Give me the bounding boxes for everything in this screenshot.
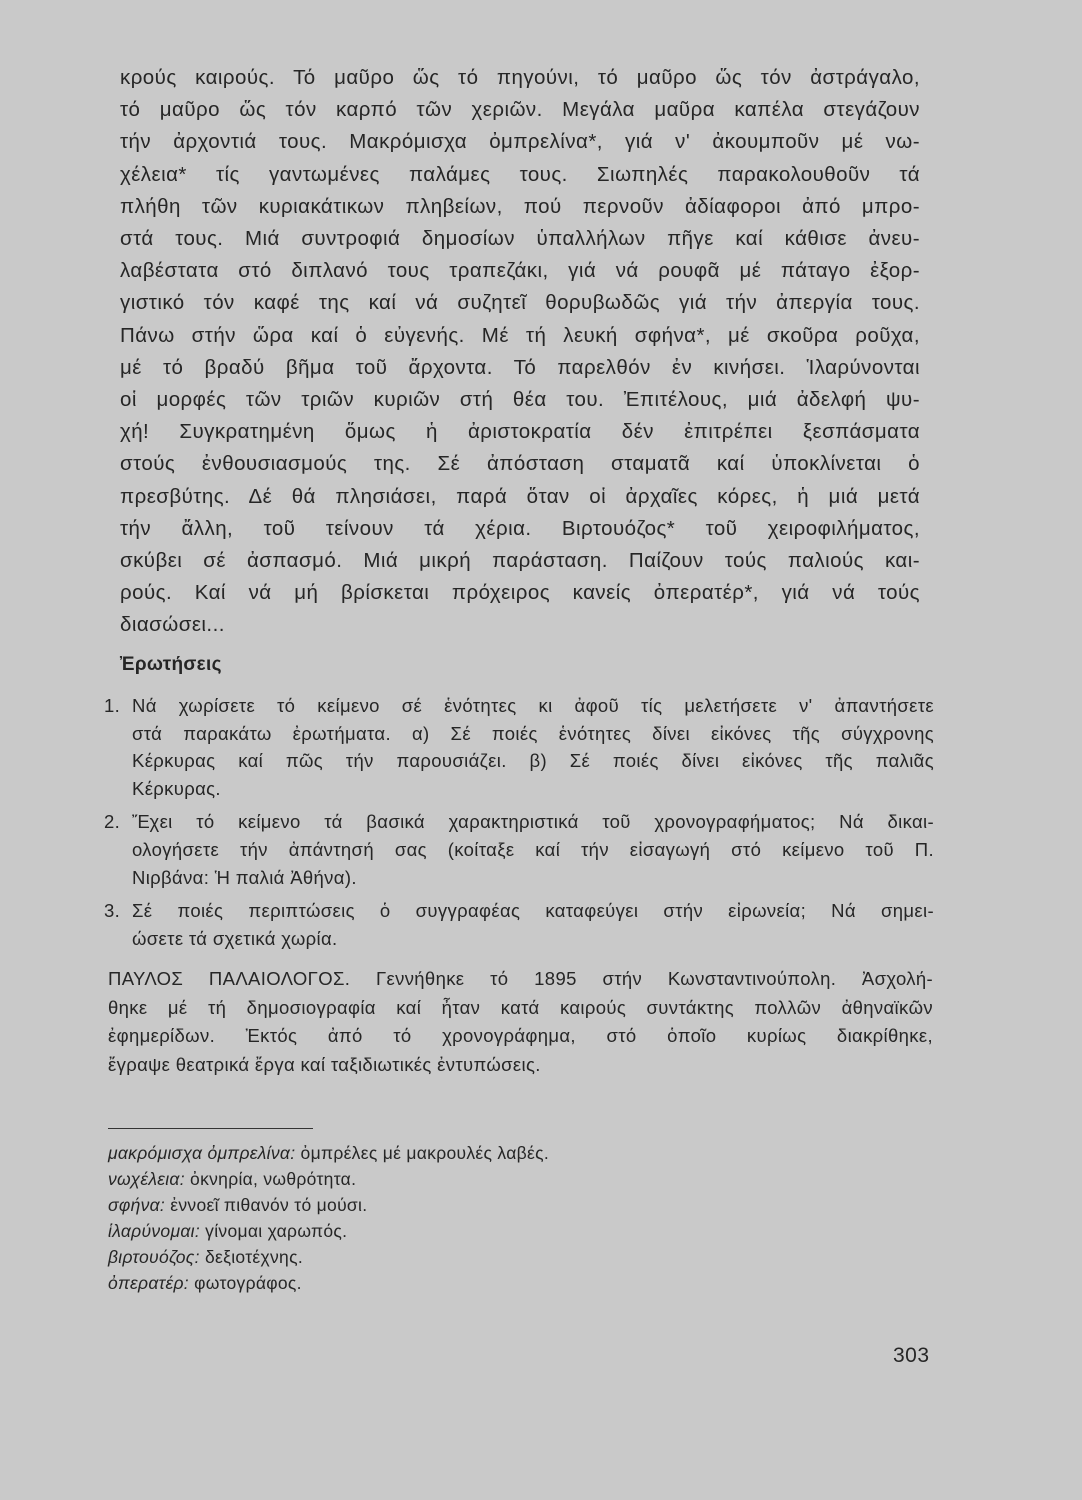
footnote-term: ὀπερατέρ:	[108, 1273, 189, 1293]
text-line: τήν ἀρχοντιά τους. Μακρόμισχα ὀμπρελίνα*, γιά ν' ἀκουμποῦν μέ νω-	[120, 130, 920, 154]
footnote-term: σφήνα:	[108, 1195, 166, 1215]
question-item	[104, 692, 934, 802]
text-line: Κέρκυρας καί πῶς τήν παρουσιάζει. β) Σέ ποιές δίνει εἰκόνες τῆς παλιᾶς	[132, 750, 934, 772]
text-line: γιστικό τόν καφέ της καί νά συζητεῖ θορυβωδῶς γιά τήν ἀπεργία τους.	[120, 291, 920, 315]
questions-heading: Ἐρωτήσεις	[120, 654, 222, 675]
question-number: 2.	[104, 811, 121, 833]
footnote	[108, 1270, 808, 1296]
question-item	[104, 808, 934, 891]
question-text	[132, 692, 934, 802]
footnote-term: νωχέλεια:	[108, 1169, 185, 1189]
main-text	[120, 62, 920, 642]
text-line: λαβέστατα στό διπλανό τους τραπεζάκι, γιά νά ρουφᾶ μέ πάταγο ἐξορ-	[120, 259, 920, 283]
questions-list	[104, 692, 934, 958]
text-line: ολογήσετε τήν ἀπάντησή σας (κοίταξε καί τήν εἰσαγωγή στό κείμενο τοῦ Π.	[132, 838, 934, 860]
question-number: 1.	[104, 695, 121, 716]
text-line: ἔγραψε θεατρικά ἔργα καί ταξιδιωτικές ἐντυπώσεις.	[108, 1053, 541, 1075]
footnote	[108, 1244, 808, 1270]
author-bio	[108, 965, 933, 1079]
footnotes	[108, 1140, 808, 1296]
text-line: ρούς. Καί νά μή βρίσκεται πρόχειρος κανείς ὀπερατέρ*, γιά νά τούς	[120, 581, 920, 605]
main-paragraph	[120, 62, 920, 642]
question-item	[104, 897, 934, 952]
text-line: χή! Συγκρατημένη ὅμως ἡ ἀριστοκρατία δέν ἐπιτρέπει ξεσπάσματα	[120, 420, 920, 444]
footnote-definition: φωτογράφος.	[194, 1273, 302, 1293]
question-text	[132, 897, 934, 952]
text-line: πρεσβύτης. Δέ θά πλησιάσει, παρά ὅταν οἱ ἀρχαῖες κόρες, ἡ μιά μετά	[120, 484, 920, 508]
footnote-definition: δεξιοτέχνης.	[204, 1247, 303, 1267]
text-line: ΠΑΥΛΟΣ ΠΑΛΑΙΟΛΟΓΟΣ. Γεννήθηκε τό 1895 στήν Κωνσταντινούπολη. Ἀσχολή-	[108, 968, 933, 989]
text-line: πλήθη τῶν κυριακάτικων πληβείων, πού περνοῦν ἀδίαφοροι ἀπό μπρο-	[120, 194, 920, 218]
footnote	[108, 1192, 808, 1218]
text-line: Πάνω στήν ὥρα καί ὁ εὐγενής. Μέ τή λευκή σφήνα*, μέ σκοῦρα ροῦχα,	[120, 323, 920, 347]
text-line: χέλεια* τίς γαντωμένες παλάμες τους. Σιωπηλές παρακολουθοῦν τά	[120, 162, 920, 186]
footnote	[108, 1166, 808, 1192]
text-line: ἐφημερίδων. Ἐκτός ἀπό τό χρονογράφημα, στό ὁποῖο κυρίως διακρίθηκε,	[108, 1025, 933, 1046]
text-line: θηκε μέ τή δημοσιογραφία καί ἦταν κατά καιρούς συντάκτης πολλῶν ἀθηναϊκῶν	[108, 996, 933, 1018]
page-number: 303	[893, 1344, 930, 1367]
footnote	[108, 1140, 808, 1166]
footnote-term: ἱλαρύνομαι:	[108, 1221, 200, 1241]
footnote-term: μακρόμισχα ὀμπρελίνα:	[108, 1143, 296, 1163]
footnote-definition: ἐννοεῖ πιθανόν τό μούσι.	[170, 1195, 368, 1215]
text-line: Νιρβάνα: Ἡ παλιά Ἀθήνα).	[132, 866, 357, 888]
text-line: Νά χωρίσετε τό κείμενο σέ ἑνότητες κι ἀφοῦ τίς μελετήσετε ν' ἀπαντήσετε	[132, 695, 934, 716]
question-number: 3.	[104, 900, 121, 922]
footnote-definition: γίνομαι χαρωπός.	[205, 1221, 348, 1241]
question-text	[132, 808, 934, 891]
footnote	[108, 1218, 808, 1244]
footnote-definition: ὀκνηρία, νωθρότητα.	[190, 1169, 357, 1189]
footnote-definition: ὀμπρέλες μέ μακρουλές λαβές.	[300, 1143, 549, 1163]
text-line: τήν ἄλλη, τοῦ τείνουν τά χέρια. Βιρτουόζος* τοῦ χειροφιλήματος,	[120, 516, 920, 540]
text-line: στά παρακάτω ἐρωτήματα. α) Σέ ποιές ἑνότητες δίνει εἰκόνες τῆς σύγχρονης	[132, 722, 934, 744]
text-line: τό μαῦρο ὥς τόν καρπό τῶν χεριῶν. Μεγάλα μαῦρα καπέλα στεγάζουν	[120, 98, 920, 122]
text-line: Κέρκυρας.	[132, 777, 221, 799]
text-line: οἱ μορφές τῶν τριῶν κυριῶν στή θέα του. Ἐπιτέλους, μιά ἀδελφή ψυ-	[120, 388, 920, 412]
text-line: διασώσει...	[120, 613, 225, 637]
text-line: ώσετε τά σχετικά χωρία.	[132, 927, 338, 949]
text-line: Σέ ποιές περιπτώσεις ὁ συγγραφέας καταφεύγει στήν εἰρωνεία; Νά σημει-	[132, 900, 934, 922]
text-line: σκύβει σέ ἀσπασμό. Μιά μικρή παράσταση. Παίζουν τούς παλιούς και-	[120, 549, 920, 573]
text-line: στά τους. Μιά συντροφιά δημοσίων ὑπαλλήλων πῆγε καί κάθισε ἀνευ-	[120, 227, 920, 251]
text-line: κρούς καιρούς. Τό μαῦρο ὥς τό πηγούνι, τό μαῦρο ὥς τόν ἀστράγαλο,	[120, 66, 920, 89]
text-line: στούς ἐνθουσιασμούς της. Σέ ἀπόσταση σταματᾶ καί ὑποκλίνεται ὁ	[120, 452, 920, 476]
footnote-term: βιρτουόζος:	[108, 1247, 200, 1267]
text-line: μέ τό βραδύ βῆμα τοῦ ἄρχοντα. Τό παρελθόν ἐν κινήσει. Ἱλαρύνονται	[120, 355, 920, 379]
footnote-divider	[108, 1128, 313, 1129]
text-line: Ἔχει τό κείμενο τά βασικά χαρακτηριστικά τοῦ χρονογραφήματος; Νά δικαι-	[132, 811, 934, 833]
